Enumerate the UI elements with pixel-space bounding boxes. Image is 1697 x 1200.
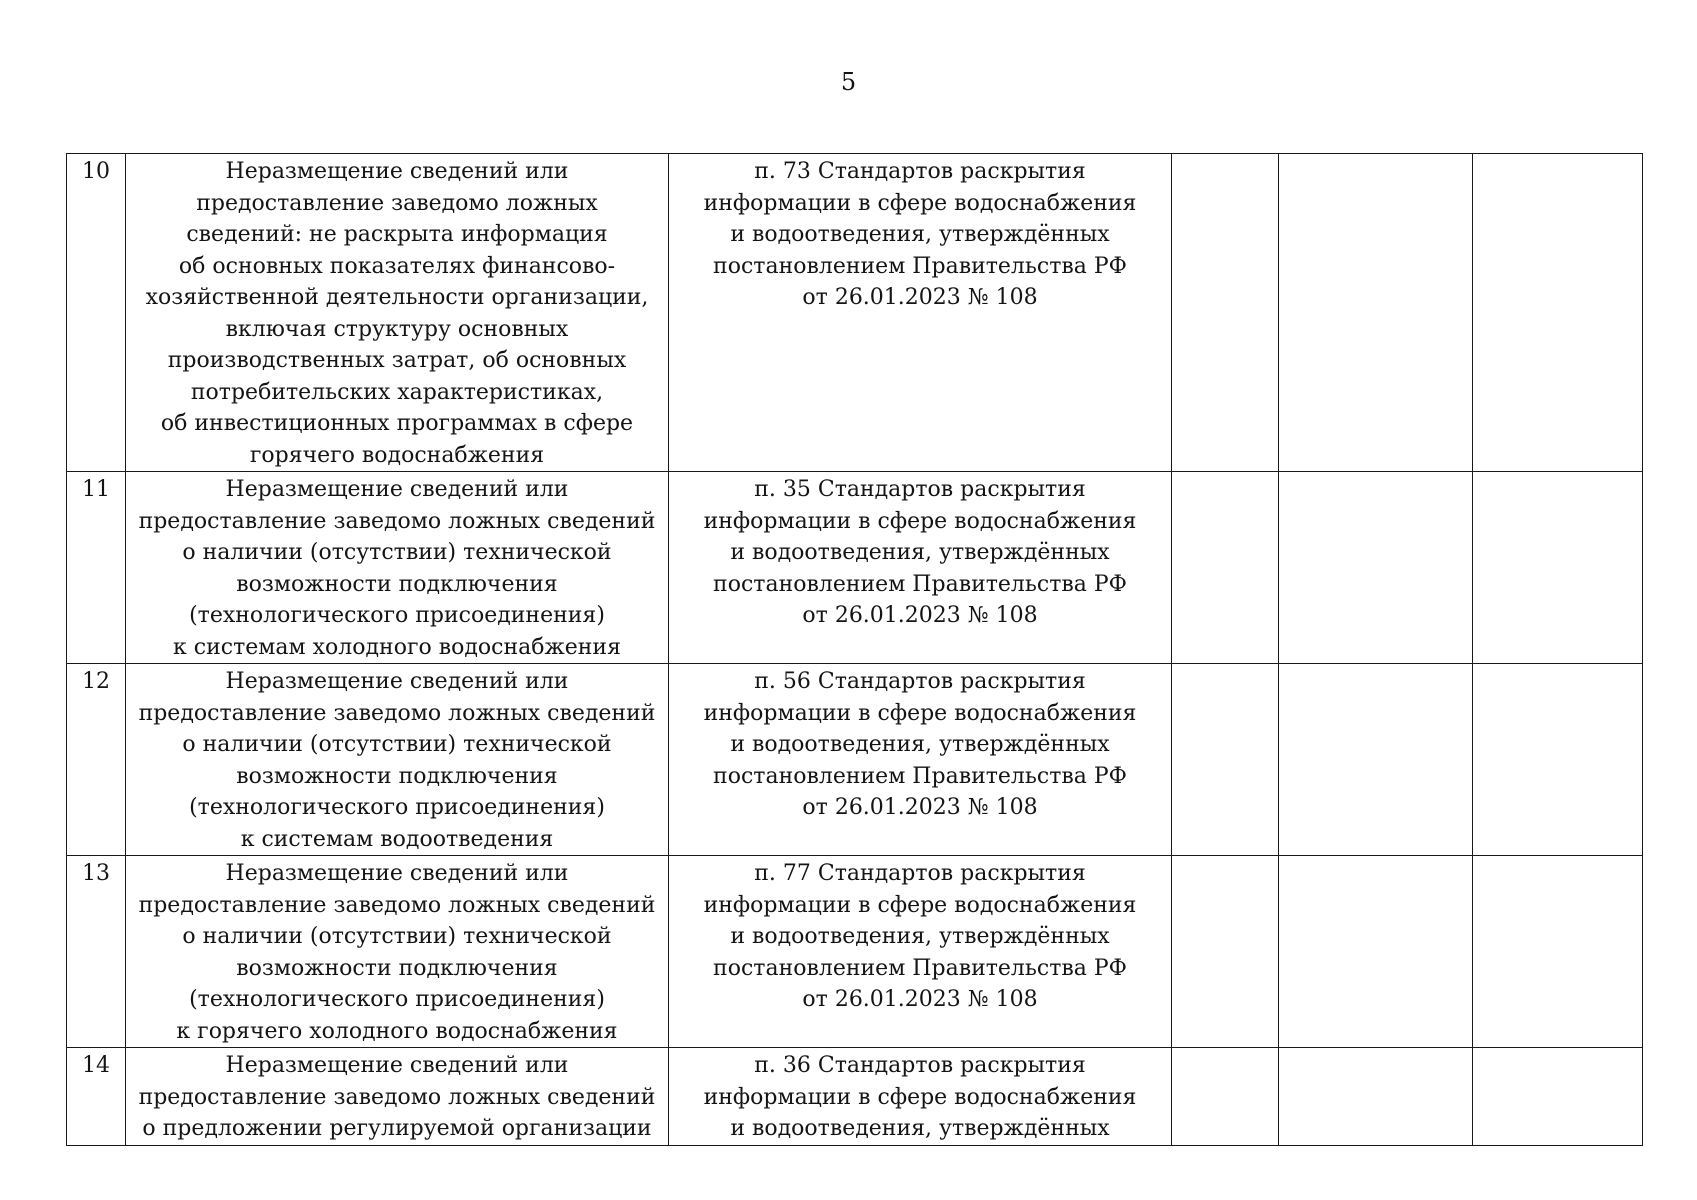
row-number: 11 (67, 472, 126, 664)
empty-cell-col4 (1172, 472, 1279, 664)
violation-description: Неразмещение сведений или предоставление заведомо ложных сведений о наличии (отсутствии) технической возможности подключения (технологического присоединения) к горячего холодного водоснабжения (126, 856, 669, 1048)
violation-description: Неразмещение сведений или предоставление заведомо ложных сведений о предложении регулируемой организации (126, 1048, 669, 1146)
legal-reference: п. 77 Стандартов раскрытия информации в сфере водоснабжения и водоотведения, утверждённых постановлением Правительства РФ от 26.01.2023 № 108 (669, 856, 1172, 1048)
empty-cell-col6 (1473, 154, 1643, 472)
empty-cell-col4 (1172, 154, 1279, 472)
empty-cell-col5 (1279, 472, 1473, 664)
empty-cell-col5 (1279, 664, 1473, 856)
table-row (67, 664, 1643, 856)
row-number: 12 (67, 664, 126, 856)
empty-cell-col6 (1473, 856, 1643, 1048)
row-number: 13 (67, 856, 126, 1048)
empty-cell-col6 (1473, 664, 1643, 856)
violation-description: Неразмещение сведений или предоставление заведомо ложных сведений: не раскрыта информация об основных показателях финансово- хозяйственной деятельности организации, включая структуру основных производственных затрат, об основных потребительских характеристиках, об инвестиционных программах в сфере горячего водоснабжения (126, 154, 669, 472)
page-number: 5 (840, 68, 857, 96)
empty-cell-col5 (1279, 856, 1473, 1048)
row-number: 14 (67, 1048, 126, 1146)
legal-reference: п. 73 Стандартов раскрытия информации в сфере водоснабжения и водоотведения, утверждённых постановлением Правительства РФ от 26.01.2023 № 108 (669, 154, 1172, 472)
legal-reference: п. 36 Стандартов раскрытия информации в сфере водоснабжения и водоотведения, утверждённых (669, 1048, 1172, 1146)
empty-cell-col6 (1473, 1048, 1643, 1146)
table-row (67, 472, 1643, 664)
empty-cell-col4 (1172, 1048, 1279, 1146)
legal-reference: п. 56 Стандартов раскрытия информации в сфере водоснабжения и водоотведения, утверждённых постановлением Правительства РФ от 26.01.2023 № 108 (669, 664, 1172, 856)
table-row (67, 856, 1643, 1048)
empty-cell-col4 (1172, 856, 1279, 1048)
empty-cell-col6 (1473, 472, 1643, 664)
empty-cell-col5 (1279, 154, 1473, 472)
legal-reference: п. 35 Стандартов раскрытия информации в сфере водоснабжения и водоотведения, утверждённых постановлением Правительства РФ от 26.01.2023 № 108 (669, 472, 1172, 664)
table-row (67, 154, 1643, 472)
empty-cell-col4 (1172, 664, 1279, 856)
empty-cell-col5 (1279, 1048, 1473, 1146)
violations-table (66, 153, 1643, 1146)
table-row (67, 1048, 1643, 1146)
row-number: 10 (67, 154, 126, 472)
violation-description: Неразмещение сведений или предоставление заведомо ложных сведений о наличии (отсутствии) технической возможности подключения (технологического присоединения) к системам водоотведения (126, 664, 669, 856)
violation-description: Неразмещение сведений или предоставление заведомо ложных сведений о наличии (отсутствии) технической возможности подключения (технологического присоединения) к системам холодного водоснабжения (126, 472, 669, 664)
